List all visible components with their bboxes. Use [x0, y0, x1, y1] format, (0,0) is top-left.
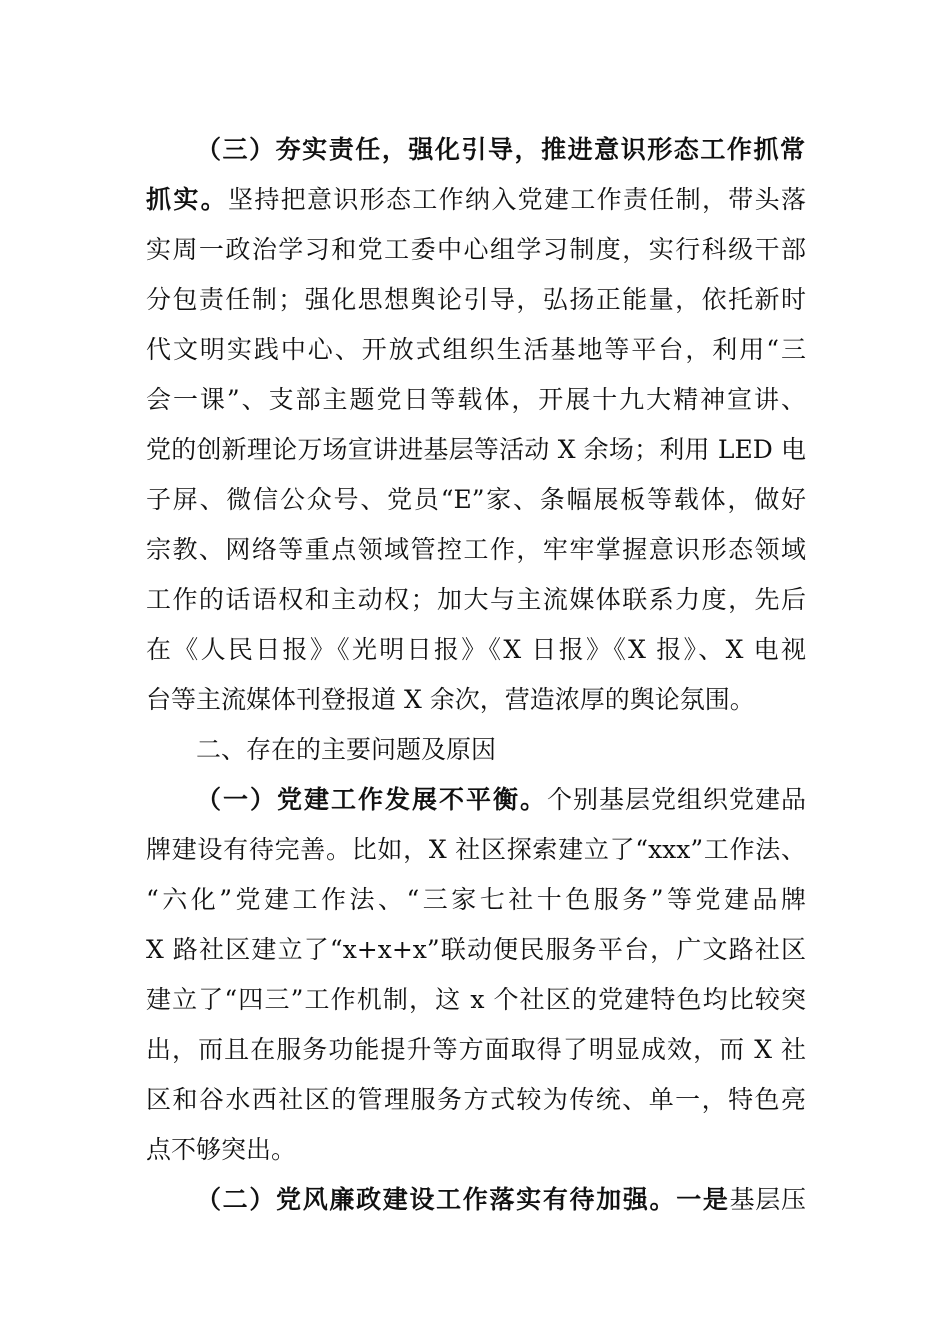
- issue1-line-7: 区和谷水西社区的管理服务方式较为传统、单一，特色亮: [146, 1085, 806, 1114]
- section3-line-9: 工作的话语权和主动权；加大与主流媒体联系力度，先后: [146, 585, 806, 614]
- section3-line-2: 实周一政治学习和党工委中心组学习制度，实行科级干部: [146, 235, 806, 264]
- issue1-first-line: [196, 775, 806, 825]
- section3-title-part2: 抓实。: [146, 185, 228, 214]
- section3-line-4: 代文明实践中心、开放式组织生活基地等平台，利用“三: [146, 335, 806, 364]
- issue2-first-text: 基层压: [729, 1185, 806, 1214]
- section3-line-10: 在《人民日报》《光明日报》《X 日报》《X 报》、X 电视: [146, 635, 806, 664]
- section3-line-5: 会一课”、支部主题党日等载体，开展十九大精神宣讲、: [146, 385, 806, 414]
- issue2-bold-lead: 一是: [676, 1185, 730, 1214]
- section3-line1-text: 坚持把意识形态工作纳入党建工作责任制，带头落: [228, 185, 806, 214]
- issue2-title: （二）党风廉政建设工作落实有待加强。: [196, 1185, 677, 1214]
- issue1-first-text: 个别基层党组织党建品: [546, 785, 806, 814]
- section3-title-line: [196, 125, 806, 175]
- section3-line-6: 党的创新理论万场宣讲进基层等活动 X 余场；利用 LED 电: [146, 435, 806, 464]
- section3-title-part1: （三）夯实责任，强化引导，推进意识形态工作抓常: [196, 135, 806, 164]
- section3-line-7: 子屏、微信公众号、党员“E”家、条幅展板等载体，做好: [146, 485, 806, 514]
- issue2-first-line: [196, 1175, 806, 1225]
- issue1-line-2: 牌建设有待完善。比如，X 社区探索建立了“xxx”工作法、: [146, 835, 806, 864]
- issue1-line-4: X 路社区建立了“x+x+x”联动便民服务平台，广文路社区: [146, 935, 806, 964]
- section3-line-11: 台等主流媒体刊登报道 X 余次，营造浓厚的舆论氛围。: [146, 685, 755, 714]
- issue1-line-6: 出，而且在服务功能提升等方面取得了明显成效，而 X 社: [146, 1035, 806, 1064]
- issue1-title: （一）党建工作发展不平衡。: [196, 785, 547, 814]
- section-heading-2: [196, 725, 806, 775]
- issue1-line-8: 点不够突出。: [146, 1135, 297, 1164]
- section3-line-3: 分包责任制；强化思想舆论引导，弘扬正能量，依托新时: [146, 285, 806, 314]
- issue1-line-3: “六化”党建工作法、“三家七社十色服务”等党建品牌: [146, 885, 806, 914]
- heading-2-text: 二、存在的主要问题及原因: [196, 735, 497, 764]
- section3-line-8: 宗教、网络等重点领域管控工作，牢牢掌握意识形态领域: [146, 535, 806, 564]
- section3-line-1: [146, 175, 806, 225]
- issue1-line-5: 建立了“四三”工作机制，这 x 个社区的党建特色均比较突: [146, 985, 806, 1014]
